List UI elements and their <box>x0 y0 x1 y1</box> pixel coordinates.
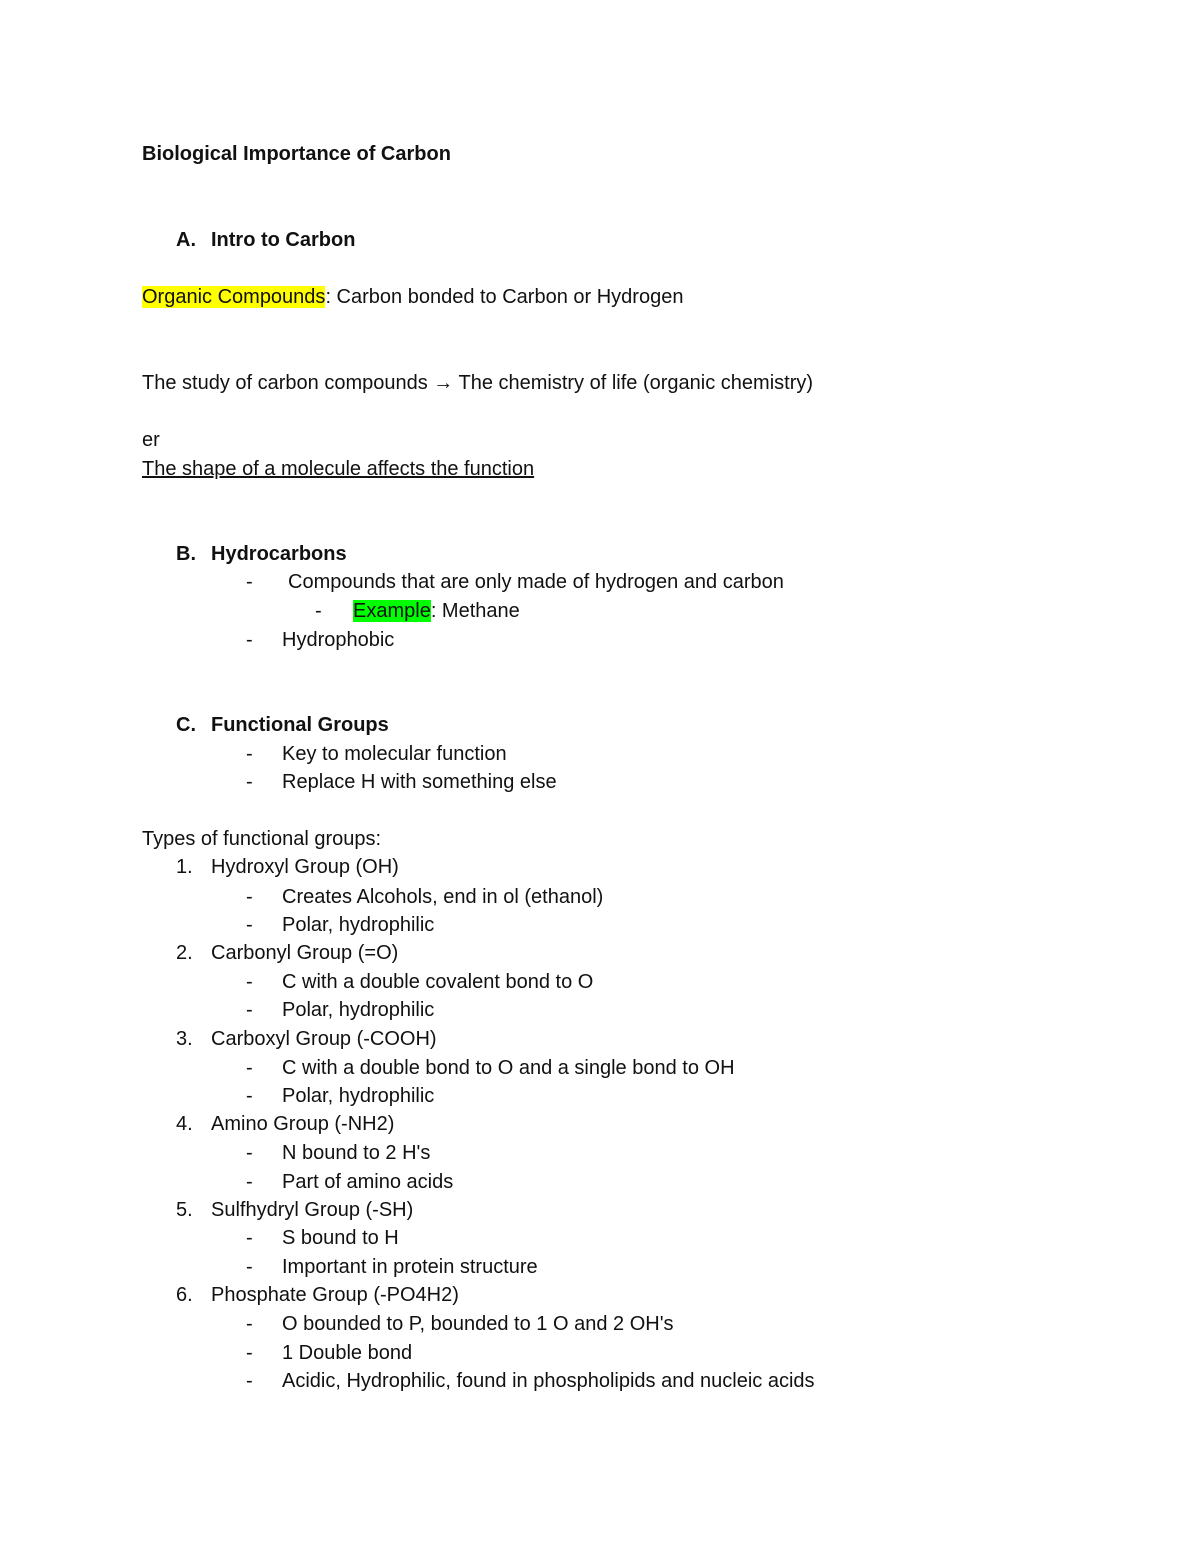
bullet-dash: - <box>246 1256 253 1278</box>
group-number: 6. <box>176 1284 193 1306</box>
group-point: Polar, hydrophilic <box>282 999 435 1021</box>
bullet-dash: - <box>246 1171 253 1193</box>
bullet-dash: - <box>246 629 253 651</box>
bullet-dash: - <box>246 1057 253 1079</box>
group-point: Important in protein structure <box>282 1256 538 1278</box>
bullet-dash: - <box>246 1085 253 1107</box>
group-point: Acidic, Hydrophilic, found in phospholipids and nucleic acids <box>282 1370 815 1392</box>
section-c-heading: Functional Groups <box>211 714 389 736</box>
shape-line: The shape of a molecule affects the function <box>142 458 535 480</box>
bullet-dash: - <box>246 771 253 793</box>
group-name: Hydroxyl Group (OH) <box>211 856 399 878</box>
group-number: 5. <box>176 1199 193 1221</box>
bullet-dash: - <box>246 1370 253 1392</box>
section-c-letter: C. <box>176 714 196 736</box>
example-line <box>353 599 520 623</box>
section-a-letter: A. <box>176 229 196 251</box>
study-line: The study of carbon compounds → The chemistry of life (organic chemistry) <box>142 372 814 394</box>
group-point: Part of amino acids <box>282 1171 454 1193</box>
section-b-bullet: Hydrophobic <box>282 629 395 651</box>
group-point: S bound to H <box>282 1227 399 1249</box>
group-point: Creates Alcohols, end in ol (ethanol) <box>282 886 604 908</box>
group-number: 4. <box>176 1113 193 1135</box>
group-number: 1. <box>176 856 193 878</box>
section-b-heading: Hydrocarbons <box>211 543 347 565</box>
group-point: C with a double bond to O and a single bond to OH <box>282 1057 735 1079</box>
organic-compounds-definition <box>142 285 683 309</box>
types-heading: Types of functional groups: <box>142 828 382 850</box>
group-point: 1 Double bond <box>282 1342 413 1364</box>
definition-text: Carbon bonded to Carbon or Hydrogen <box>331 286 684 308</box>
section-b-bullet: Compounds that are only made of hydrogen and carbon <box>288 571 784 593</box>
bullet-dash: - <box>246 1342 253 1364</box>
document-title: Biological Importance of Carbon <box>142 143 451 165</box>
example-colon: : <box>430 600 437 622</box>
group-point: O bounded to P, bounded to 1 O and 2 OH's <box>282 1313 674 1335</box>
bullet-dash: - <box>246 999 253 1021</box>
bullet-dash: - <box>246 886 253 908</box>
definition-colon: : <box>325 286 331 308</box>
bullet-dash: - <box>246 1313 253 1335</box>
example-term: Example <box>353 600 431 622</box>
bullet-dash: - <box>315 600 322 622</box>
example-text: Methane <box>436 600 520 622</box>
stray-text: er <box>142 429 160 451</box>
group-name: Carboxyl Group (-COOH) <box>211 1028 437 1050</box>
group-point: Polar, hydrophilic <box>282 914 435 936</box>
section-a-heading: Intro to Carbon <box>211 229 356 251</box>
group-number: 2. <box>176 942 193 964</box>
section-c-bullet: Key to molecular function <box>282 743 507 765</box>
section-c-bullet: Replace H with something else <box>282 771 557 793</box>
group-name: Amino Group (-NH2) <box>211 1113 395 1135</box>
bullet-dash: - <box>246 571 253 593</box>
group-point: N bound to 2 H's <box>282 1142 431 1164</box>
group-name: Sulfhydryl Group (-SH) <box>211 1199 414 1221</box>
group-name: Carbonyl Group (=O) <box>211 942 399 964</box>
bullet-dash: - <box>246 1142 253 1164</box>
definition-term: Organic Compounds <box>142 286 326 308</box>
group-point: Polar, hydrophilic <box>282 1085 435 1107</box>
group-number: 3. <box>176 1028 193 1050</box>
bullet-dash: - <box>246 1227 253 1249</box>
bullet-dash: - <box>246 971 253 993</box>
section-b-letter: B. <box>176 543 196 565</box>
bullet-dash: - <box>246 914 253 936</box>
group-name: Phosphate Group (-PO4H2) <box>211 1284 459 1306</box>
group-point: C with a double covalent bond to O <box>282 971 594 993</box>
bullet-dash: - <box>246 743 253 765</box>
